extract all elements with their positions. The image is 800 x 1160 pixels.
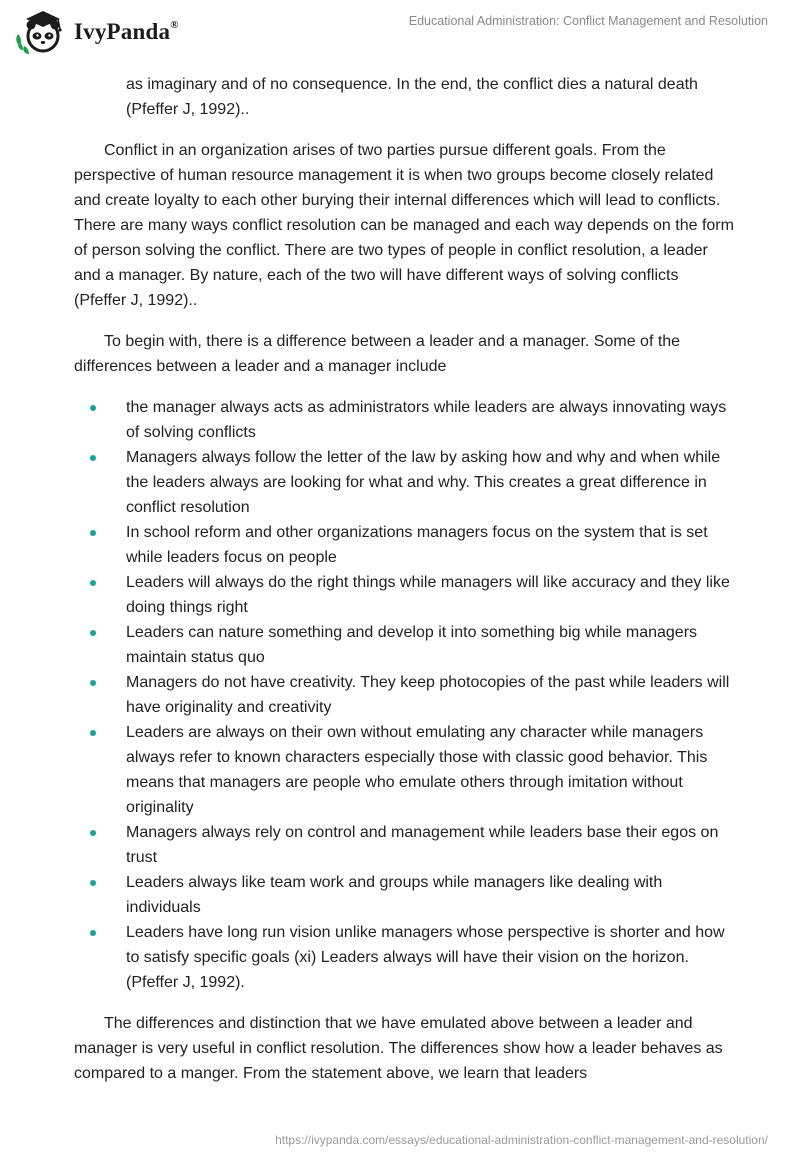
page-header [0, 0, 800, 60]
document-title: Educational Administration: Conflict Management and Resolution [408, 14, 768, 28]
list-item: Leaders can nature something and develop it into something big while managers maintain status quo [74, 620, 734, 670]
panda-graduate-icon [14, 8, 70, 56]
list-item: Leaders are always on their own without emulating any character while managers always refer to known characters especially those with classic good behavior. This means that managers are people who emulate others through imitation without originality [74, 720, 734, 820]
ivypanda-logo[interactable] [14, 8, 179, 56]
source-url[interactable]: https://ivypanda.com/essays/educational-administration-conflict-management-and-resolution/ [275, 1133, 768, 1147]
list-item: In school reform and other organizations managers focus on the system that is set while leaders focus on people [74, 520, 734, 570]
paragraph-leader-manager-intro: To begin with, there is a difference between a leader and a manager. Some of the differences between a leader and a manager include [74, 333, 681, 375]
list-item: Managers always follow the letter of the law by asking how and why and when while the leaders always are looking for what and why. This creates a great difference in conflict resolution [74, 445, 734, 520]
list-item: Managers do not have creativity. They keep photocopies of the past while leaders will have originality and creativity [74, 670, 734, 720]
essay-body [74, 72, 734, 1102]
list-item: the manager always acts as administrators while leaders are always innovating ways of solving conflicts [74, 395, 734, 445]
brand-name: IvyPanda® [74, 19, 179, 44]
list-item: Leaders have long run vision unlike managers whose perspective is shorter and how to satisfy specific goals (xi) Leaders always will have their vision on the horizon. (Pfeffer J, 1992). [74, 920, 734, 995]
continuation-paragraph: as imaginary and of no consequence. In the end, the conflict dies a natural death (Pfeffer J, 1992).. [126, 76, 698, 118]
differences-list [74, 395, 734, 995]
paragraph-conflict-organization: Conflict in an organization arises of two parties pursue different goals. From the perspective of human resource management it is when two groups become closely related and create loyalty to each other burying their internal differences which will lead to conflicts. There are many ways conflict resolution can be managed and each way depends on the form of person solving the conflict. There are two types of people in conflict resolution, a leader and a manager. By nature, each of the two will have different ways of solving conflicts (Pfeffer J, 1992).. [74, 142, 734, 309]
list-item: Managers always rely on control and management while leaders base their egos on trust [74, 820, 734, 870]
list-item: Leaders always like team work and groups while managers like dealing with individuals [74, 870, 734, 920]
paragraph-differences-useful: The differences and distinction that we have emulated above between a leader and manager is very useful in conflict resolution. The differences show how a leader behaves as compared to a manger. From the statement above, we learn that leaders [74, 1015, 723, 1082]
registered-mark: ® [170, 19, 179, 32]
list-item: Leaders will always do the right things while managers will like accuracy and they like doing things right [74, 570, 734, 620]
